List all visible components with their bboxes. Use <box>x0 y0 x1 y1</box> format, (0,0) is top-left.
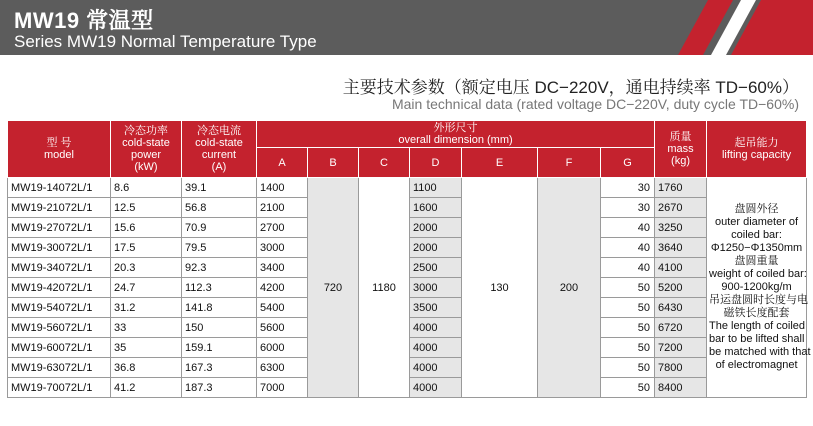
cell-power: 17.5 <box>111 238 182 258</box>
cell-dim-c: 1180 <box>359 178 410 398</box>
cell-current: 112.3 <box>182 278 257 298</box>
cell-dim-d: 1100 <box>410 178 462 198</box>
lifting-text-line: weight of coiled bar: <box>709 268 807 280</box>
cell-power: 24.7 <box>111 278 182 298</box>
cell-mass: 3250 <box>655 218 707 238</box>
cell-mass: 7800 <box>655 358 707 378</box>
cell-dim-a: 4200 <box>257 278 308 298</box>
header-mass: 质量 mass (kg) <box>655 121 707 178</box>
cell-dim-d: 3000 <box>410 278 462 298</box>
cell-mass: 2670 <box>655 198 707 218</box>
header-dim-c: C <box>359 148 410 178</box>
lifting-text-line: 900-1200kg/m <box>721 281 792 293</box>
cell-model: MW19-14072L/1 <box>8 178 111 198</box>
cell-current: 187.3 <box>182 378 257 398</box>
header-current: 冷态电流 cold-state current (A) <box>182 121 257 178</box>
cell-dim-g: 30 <box>601 198 655 218</box>
header-dimension-group: 外形尺寸 overall dimension (mm) <box>257 121 655 148</box>
cell-power: 35 <box>111 338 182 358</box>
cell-current: 39.1 <box>182 178 257 198</box>
cell-dim-d: 4000 <box>410 358 462 378</box>
lifting-text-line: outer diameter of <box>714 216 799 228</box>
cell-mass: 4100 <box>655 258 707 278</box>
lifting-text-line: be matched with that <box>709 346 811 358</box>
cell-dim-a: 2700 <box>257 218 308 238</box>
cell-dim-g: 40 <box>601 258 655 278</box>
cell-power: 12.5 <box>111 198 182 218</box>
cell-dim-d: 4000 <box>410 338 462 358</box>
cell-dim-d: 4000 <box>410 378 462 398</box>
cell-mass: 7200 <box>655 338 707 358</box>
cell-dim-d: 3500 <box>410 298 462 318</box>
cell-dim-f: 200 <box>538 178 601 398</box>
cell-current: 56.8 <box>182 198 257 218</box>
cell-current: 70.9 <box>182 218 257 238</box>
cell-dim-d: 2000 <box>410 218 462 238</box>
title-cn: MW19 常温型 <box>14 8 154 33</box>
table-row <box>8 178 807 198</box>
header-dim-g: G <box>601 148 655 178</box>
cell-dim-g: 50 <box>601 278 655 298</box>
lifting-text-line: 盘圆外径 <box>734 203 779 215</box>
lifting-text-line: bar to be lifted shall <box>709 333 805 345</box>
cell-dim-a: 7000 <box>257 378 308 398</box>
header-dim-e: E <box>462 148 538 178</box>
header-lifting: 起吊能力 lifting capacity <box>707 121 807 178</box>
lifting-text-line: of electromagnet <box>715 359 798 371</box>
cell-current: 92.3 <box>182 258 257 278</box>
cell-dim-a: 3000 <box>257 238 308 258</box>
lifting-text-line: The length of coiled <box>709 320 806 332</box>
subtitle-cn: 主要技术参数（额定电压 DC−220V，通电持续率 TD−60%） <box>342 78 799 97</box>
cell-power: 8.6 <box>111 178 182 198</box>
lifting-text-line: 磁铁长度配套 <box>723 307 790 319</box>
cell-model: MW19-34072L/1 <box>8 258 111 278</box>
cell-dim-a: 5600 <box>257 318 308 338</box>
cell-dim-a: 6000 <box>257 338 308 358</box>
lifting-text-line: Φ1250−Φ1350mm <box>710 242 803 254</box>
cell-dim-g: 30 <box>601 178 655 198</box>
cell-mass: 5200 <box>655 278 707 298</box>
cell-current: 141.8 <box>182 298 257 318</box>
title-en: Series MW19 Normal Temperature Type <box>14 32 317 51</box>
cell-power: 41.2 <box>111 378 182 398</box>
header-dim-f: F <box>538 148 601 178</box>
header-banner <box>0 0 813 55</box>
cell-model: MW19-42072L/1 <box>8 278 111 298</box>
header-model: 型 号 model <box>8 121 111 178</box>
cell-dim-d: 2000 <box>410 238 462 258</box>
cell-dim-a: 5400 <box>257 298 308 318</box>
cell-dim-g: 50 <box>601 378 655 398</box>
cell-model: MW19-30072L/1 <box>8 238 111 258</box>
cell-mass: 6720 <box>655 318 707 338</box>
cell-dim-g: 40 <box>601 238 655 258</box>
spec-table <box>7 120 811 398</box>
cell-dim-d: 1600 <box>410 198 462 218</box>
cell-power: 15.6 <box>111 218 182 238</box>
cell-model: MW19-54072L/1 <box>8 298 111 318</box>
header-dim-d: D <box>410 148 462 178</box>
cell-dim-g: 50 <box>601 318 655 338</box>
table-body <box>8 178 811 398</box>
cell-mass: 1760 <box>655 178 707 198</box>
cell-mass: 6430 <box>655 298 707 318</box>
cell-model: MW19-27072L/1 <box>8 218 111 238</box>
cell-model: MW19-63072L/1 <box>8 358 111 378</box>
cell-dim-b: 720 <box>308 178 359 398</box>
cell-dim-g: 40 <box>601 218 655 238</box>
cell-lifting-capacity <box>707 178 811 398</box>
cell-dim-d: 2500 <box>410 258 462 278</box>
cell-dim-e: 130 <box>462 178 538 398</box>
cell-power: 33 <box>111 318 182 338</box>
cell-current: 79.5 <box>182 238 257 258</box>
header-power: 冷态功率 cold-state power (kW) <box>111 121 182 178</box>
cell-current: 167.3 <box>182 358 257 378</box>
cell-power: 36.8 <box>111 358 182 378</box>
cell-model: MW19-21072L/1 <box>8 198 111 218</box>
cell-mass: 3640 <box>655 238 707 258</box>
cell-dim-a: 3400 <box>257 258 308 278</box>
cell-dim-a: 1400 <box>257 178 308 198</box>
cell-dim-g: 50 <box>601 298 655 318</box>
header-dim-b: B <box>308 148 359 178</box>
cell-model: MW19-56072L/1 <box>8 318 111 338</box>
cell-model: MW19-70072L/1 <box>8 378 111 398</box>
cell-dim-g: 50 <box>601 338 655 358</box>
header-dim-a: A <box>257 148 308 178</box>
lifting-text-line: coiled bar: <box>731 229 782 241</box>
subtitle-en: Main technical data (rated voltage DC−220V, duty cycle TD−60%) <box>391 96 799 112</box>
decorative-stripes <box>653 0 813 55</box>
cell-model: MW19-60072L/1 <box>8 338 111 358</box>
lifting-text-line: 吊运盘圆时长度与电 <box>709 294 809 306</box>
lifting-text-line: 盘圆重量 <box>734 255 779 267</box>
cell-dim-g: 50 <box>601 358 655 378</box>
cell-mass: 8400 <box>655 378 707 398</box>
cell-dim-d: 4000 <box>410 318 462 338</box>
cell-power: 31.2 <box>111 298 182 318</box>
cell-dim-a: 6300 <box>257 358 308 378</box>
cell-dim-a: 2100 <box>257 198 308 218</box>
cell-power: 20.3 <box>111 258 182 278</box>
cell-current: 159.1 <box>182 338 257 358</box>
cell-current: 150 <box>182 318 257 338</box>
